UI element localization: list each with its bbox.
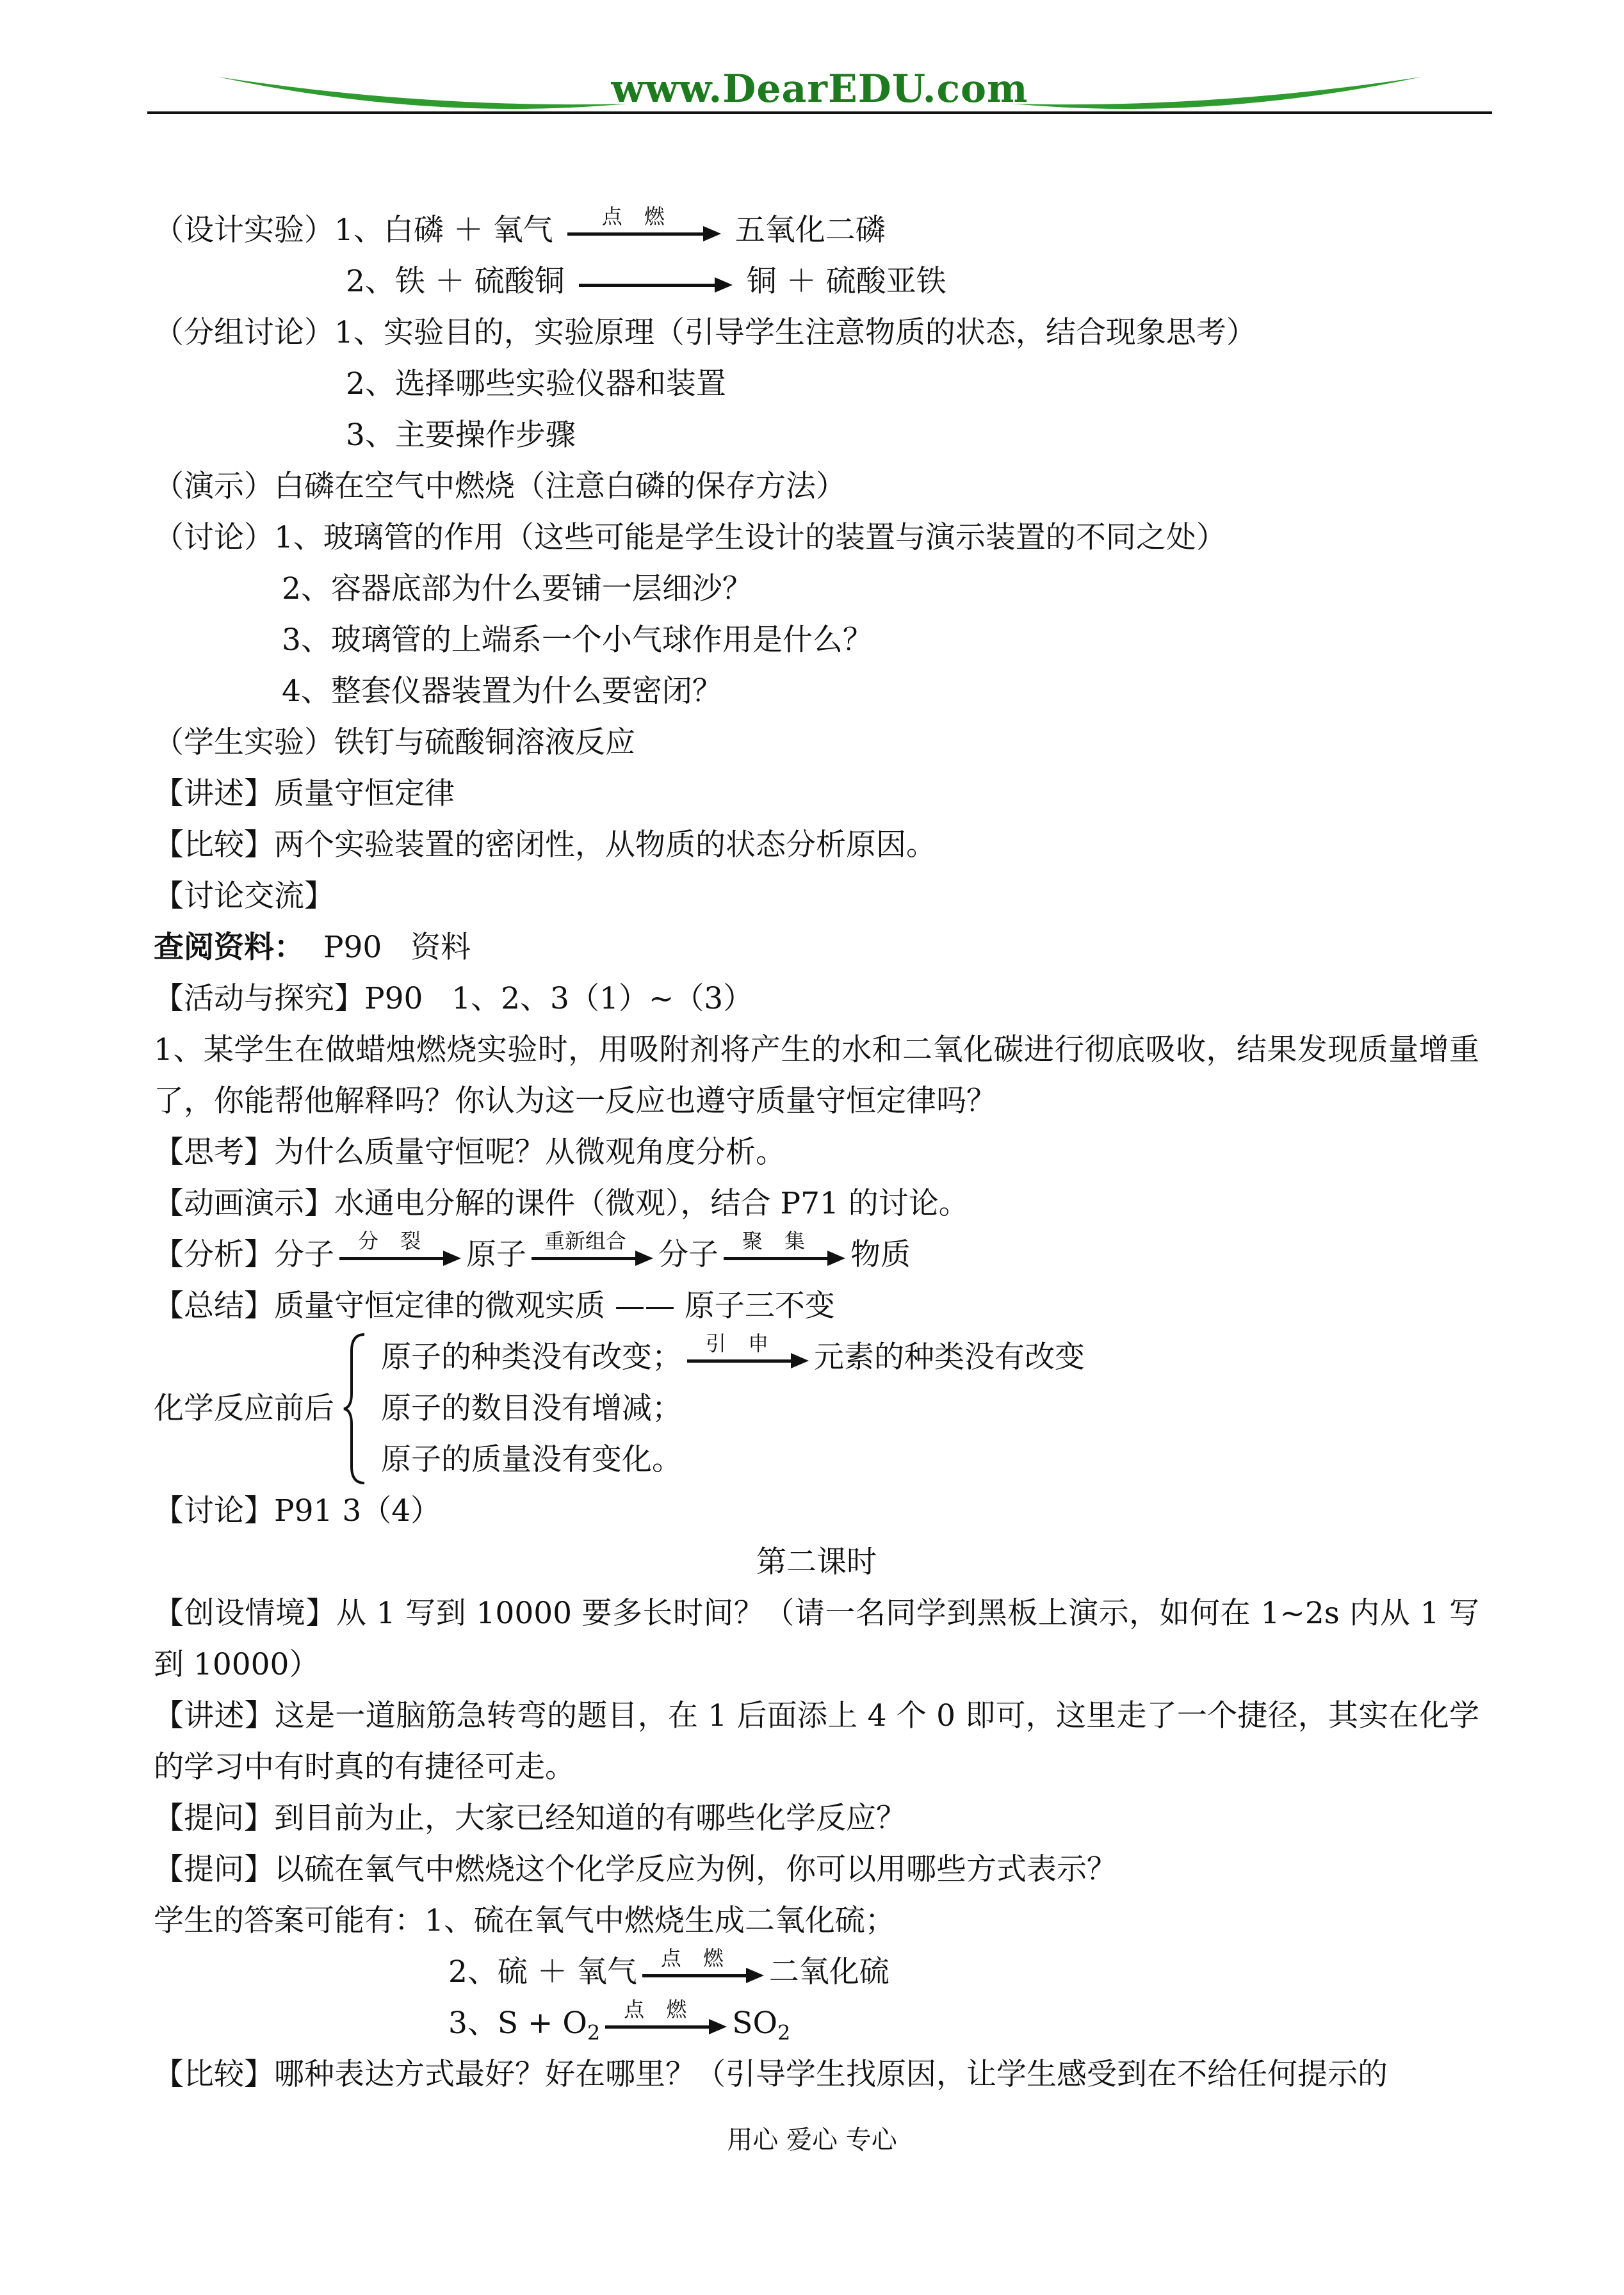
reaction-arrow: 点 燃 [642,1955,764,1993]
process-arrow: 分 裂 [339,1238,461,1276]
brace-label: 化学反应前后 [154,1391,334,1426]
site-name: www.DearEDU.com [611,67,1028,111]
text-line: 【活动与探究】P90 1、2、3（1）~（3） [154,981,754,1016]
text-line: （学生实验）铁钉与硫酸铜溶液反应 [154,725,635,760]
brace-group [154,1332,1479,1486]
process-arrow: 聚 集 [724,1238,845,1276]
text-line: 【讨论】P91 3（4） [154,1493,441,1529]
text-line: （讨论）1、玻璃管的作用（这些可能是学生设计的装置与演示装置的不同之处） [154,520,1226,555]
text-line: 原子的质量没有变化。 [381,1442,682,1477]
text-line: 【提问】以硫在氧气中燃烧这个化学反应为例，你可以用哪些方式表示？ [154,1852,1117,1887]
text-line: 2、选择哪些实验仪器和装置 [346,366,726,401]
text-line: 【分析】分子 分 裂 原子 重新组合 分子 聚 集 物质 [154,1229,1479,1281]
text-line: 【讲述】质量守恒定律 [154,776,455,811]
text-line: 学生的答案可能有：1、硫在氧气中燃烧生成二氧化硫； [154,1903,895,1938]
text-line: 原子的种类没有改变； 引 申 元素的种类没有改变 [381,1332,1085,1383]
text-paragraph: 1、某学生在做蜡烛燃烧实验时，用吸附剂将产生的水和二氧化碳进行彻底吸收，结果发现质量增重了，你能帮他解释吗？你认为这一反应也遵守质量守恒定律吗？ [154,1032,1479,1119]
text-line: 2、铁 ＋ 硫酸铜 铜 ＋ 硫酸亚铁 [154,256,1479,307]
text-line: 【总结】质量守恒定律的微观实质 —— 原子三不变 [154,1288,835,1324]
text-line: 2、容器底部为什么要铺一层细沙？ [282,571,752,606]
text-line: 【提问】到目前为止，大家已经知道的有哪些化学反应？ [154,1801,906,1836]
text-line: 3、主要操作步骤 [346,418,576,453]
text-line: 【思考】为什么质量守恒呢？从微观角度分析。 [154,1135,786,1170]
text-line: 【比较】两个实验装置的密闭性，从物质的状态分析原因。 [154,827,936,863]
text-line: （分组讨论）1、实验目的，实验原理（引导学生注意物质的状态，结合现象思考） [154,315,1256,350]
reaction-arrow: 点 燃 [567,213,721,252]
text-paragraph: 【讲述】这是一道脑筋急转弯的题目，在 1 后面添上 4 个 0 即可，这里走了一个捷径，其实在化学的学习中有时真的有捷径可走。 [154,1698,1479,1785]
header-divider [147,111,1492,114]
text-line: 4、整套仪器装置为什么要密闭？ [282,674,722,709]
process-arrow: 重新组合 [532,1238,653,1276]
text-line: （设计实验）1、白磷 ＋ 氧气 点 燃 五氧化二磷 [154,205,1479,256]
text-line: 【比较】哪种表达方式最好？好在哪里？（引导学生找原因，让学生感受到在不给任何提示的 [154,2057,1388,2092]
text-line: 【讨论交流】 [154,879,334,914]
text-line: 3、玻璃管的上端系一个小气球作用是什么？ [282,622,873,658]
process-arrow: 引 申 [687,1340,809,1379]
document-body [154,205,1479,2100]
text-line: 查阅资料： P90 资料 [154,930,471,965]
text-line: 3、$S + O_2$ 点 燃 $SO_2$ [448,1997,791,2045]
text-line: 2、硫 ＋ 氧气 点 燃 二氧化硫 [154,1947,1479,1998]
curly-brace-icon [343,1332,368,1486]
text-line: 【动画演示】水通电分解的课件（微观），结合 P71 的讨论。 [154,1186,969,1221]
reaction-arrow [579,264,733,303]
text-paragraph: 【创设情境】从 1 写到 10000 要多长时间？（请一名同学到黑板上演示，如何在 1~2s 内从 1 写到 10000） [154,1596,1479,1682]
section-heading: 第二课时 [756,1545,877,1580]
reaction-arrow: 点 燃 [605,2006,727,2045]
text-line: （演示）白磷在空气中燃烧（注意白磷的保存方法） [154,469,846,504]
page-footer: 用心 爱心 专心 [727,2125,897,2155]
text-line: 原子的数目没有增减； [381,1391,682,1426]
